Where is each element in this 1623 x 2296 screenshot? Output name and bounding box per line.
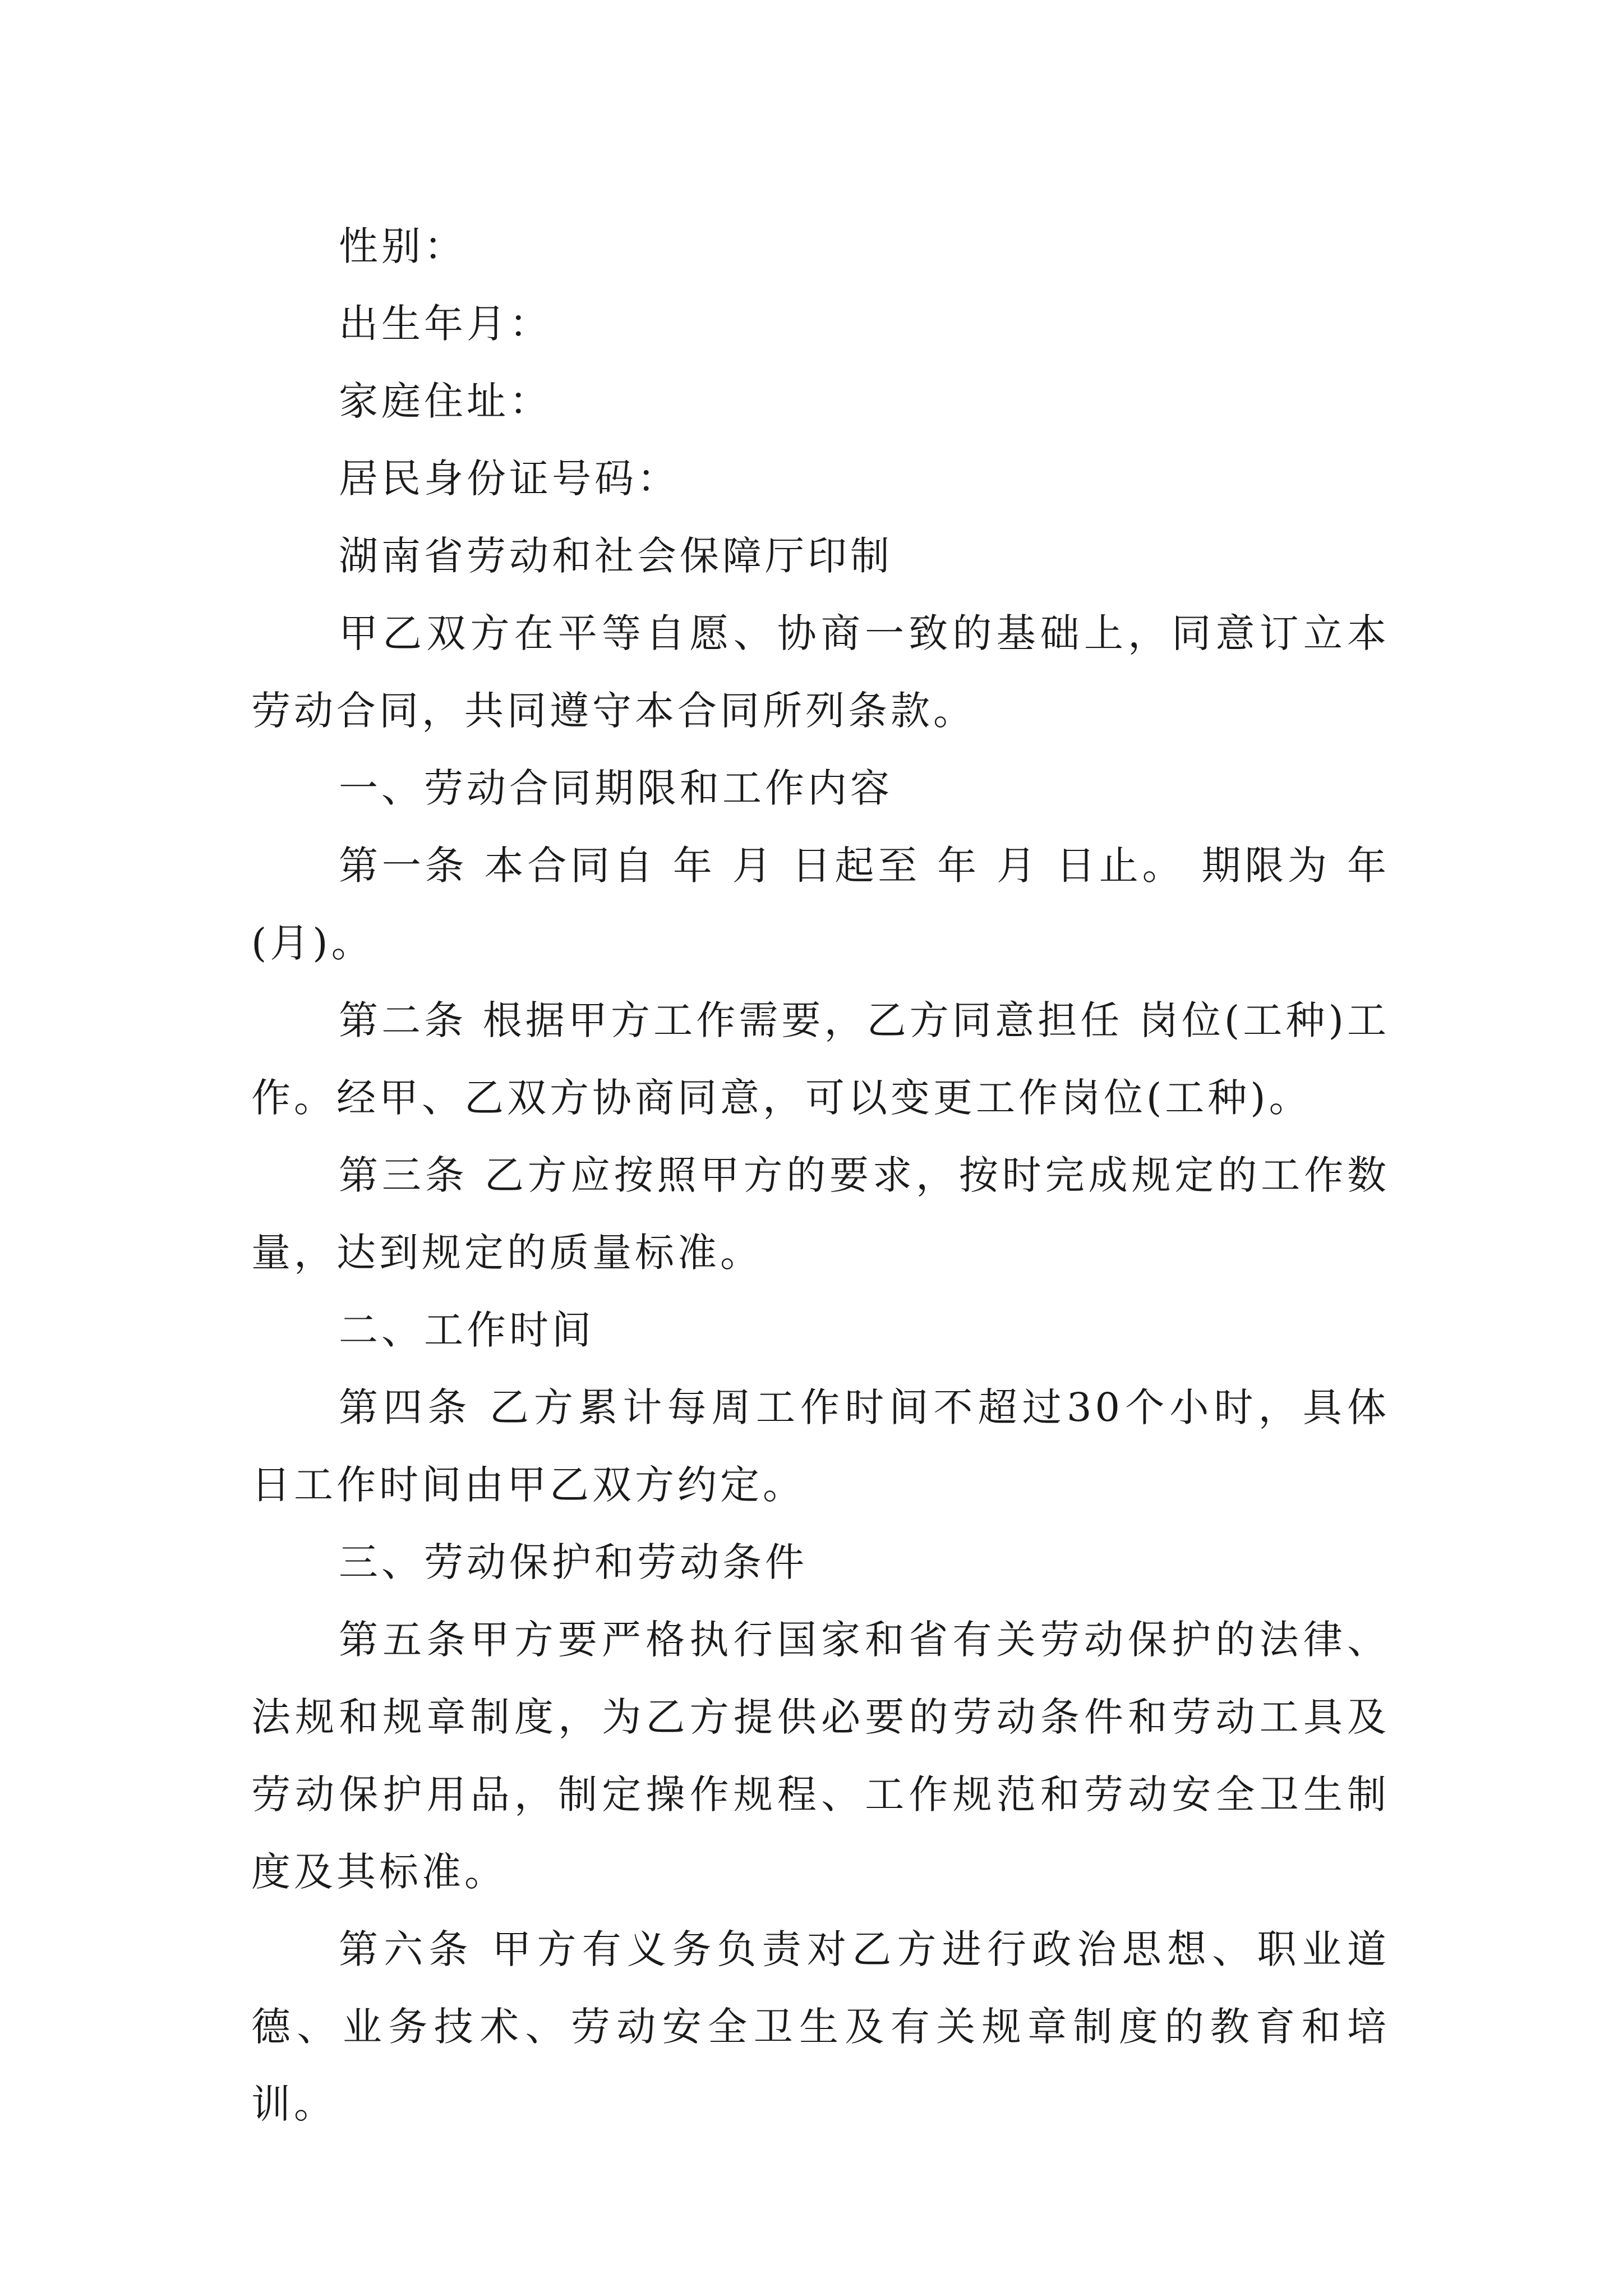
section-heading-protection: 三、劳动保护和劳动条件: [339, 1539, 808, 1585]
document-body: [251, 208, 1390, 2143]
field-gender: 性别：: [339, 223, 467, 269]
field-birth-date: 出生年月：: [339, 301, 552, 347]
preamble-paragraph: 甲乙双方在平等自愿、协商一致的基础上，同意订立本劳动合同，共同遵守本合同所列条款。: [251, 610, 1390, 734]
section-heading-term: 一、劳动合同期限和工作内容: [339, 765, 893, 811]
article-4: 第四条 乙方累计每周工作时间不超过30个小时，具体日工作时间由甲乙双方约定。: [251, 1384, 1390, 1508]
section-heading-hours: 二、工作时间: [339, 1307, 594, 1353]
article-5: 第五条甲方要严格执行国家和省有关劳动保护的法律、法规和规章制度，为乙方提供必要的劳动条件和劳动工具及劳动保护用品，制定操作规程、工作规范和劳动安全卫生制度及其标准。: [251, 1617, 1390, 1895]
field-home-address: 家庭住址：: [339, 378, 552, 424]
article-2: 第二条 根据甲方工作需要，乙方同意担任 岗位(工种)工作。经甲、乙双方协商同意，可以变更工作岗位(工种)。: [251, 997, 1390, 1121]
article-1: 第一条 本合同自 年 月 日起至 年 月 日止。 期限为 年(月)。: [251, 843, 1390, 966]
field-id-number: 居民身份证号码：: [339, 455, 680, 501]
article-6: 第六条 甲方有义务负责对乙方进行政治思想、职业道德、业务技术、劳动安全卫生及有关规章制度的教育和培训。: [251, 1926, 1390, 2127]
issuer-line: 湖南省劳动和社会保障厅印制: [339, 533, 893, 579]
article-3: 第三条 乙方应按照甲方的要求，按时完成规定的工作数量，达到规定的质量标准。: [251, 1152, 1390, 1276]
